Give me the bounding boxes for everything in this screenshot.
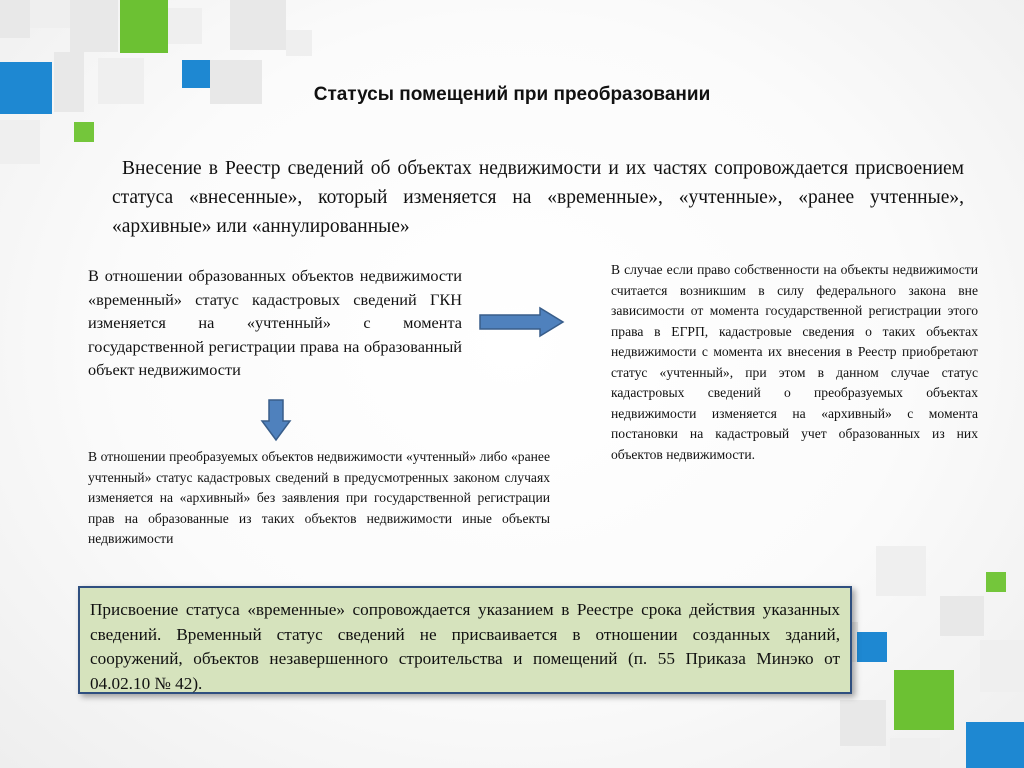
decor-square bbox=[840, 700, 886, 746]
decor-square bbox=[980, 640, 1024, 692]
decor-square-blue bbox=[857, 632, 887, 662]
decor-square bbox=[876, 546, 926, 596]
note-box bbox=[78, 586, 852, 694]
decor-square-blue bbox=[966, 722, 1024, 768]
decor-square bbox=[286, 30, 312, 56]
intro-text: Внесение в Реестр сведений об объектах недвижимости и их частях сопровождается присвоением статуса «внесенные», который изменяется на «временные», «учтенные», «ранее учтенные», «архивные» или «аннулированные» bbox=[112, 158, 964, 237]
decor-square bbox=[0, 120, 40, 164]
decor-square bbox=[890, 738, 940, 768]
page-title: Статусы помещений при преобразовании bbox=[313, 84, 711, 105]
decor-square-green bbox=[894, 670, 954, 730]
arrow-right-icon bbox=[478, 306, 566, 338]
decor-square-green bbox=[120, 0, 168, 53]
transformed-objects-paragraph: В отношении преобразуемых объектов недвижимости «учтенный» либо «ранее учтенный» статус кадастровых сведений в предусмотренных законом случаях изменяется на «архивный» без заявления при государственной регистрации прав на образованные из таких объектов недвижимости иные объекты недвижимости bbox=[88, 449, 550, 546]
decor-square bbox=[230, 0, 286, 50]
intro-paragraph bbox=[112, 154, 964, 241]
formed-objects-paragraph: В отношении образованных объектов недвижимости «временный» статус кадастровых сведений ГКН изменяется на «учтенный» с момента государственной регистрации права на образованный объект недвижимости bbox=[88, 266, 462, 379]
decor-square-green bbox=[986, 572, 1006, 592]
arrow-down-icon bbox=[260, 398, 292, 442]
decor-square bbox=[70, 0, 118, 52]
decor-square bbox=[168, 8, 202, 44]
decor-square bbox=[30, 0, 70, 28]
decor-square bbox=[940, 596, 984, 636]
note-text: Присвоение статуса «временные» сопровождается указанием в Реестре срока действия указанных сведений. Временный статус сведений не присваивается в отношении созданных зданий, сооружений, объектов незавершенного строительства и помещений (п. 55 Приказа Минэко от 04.02.10 № 42). bbox=[90, 600, 840, 693]
decor-square-green bbox=[74, 122, 94, 142]
decor-square bbox=[0, 0, 30, 38]
ownership-case-paragraph: В случае если право собственности на объекты недвижимости считается возникшим в силу федерального закона вне зависимости от момента государственной регистрации этого права в ЕГРП, кадастровые сведения о таких объектах недвижимости с момента их внесения в Реестр приобретают статус «учтенный», при этом в данном случае статус кадастровых сведений о преобразуемых объектах недвижимости изменяется на «архивный» с момента постановки на кадастровый учет образованных из них объектов недвижимости. bbox=[611, 262, 978, 462]
